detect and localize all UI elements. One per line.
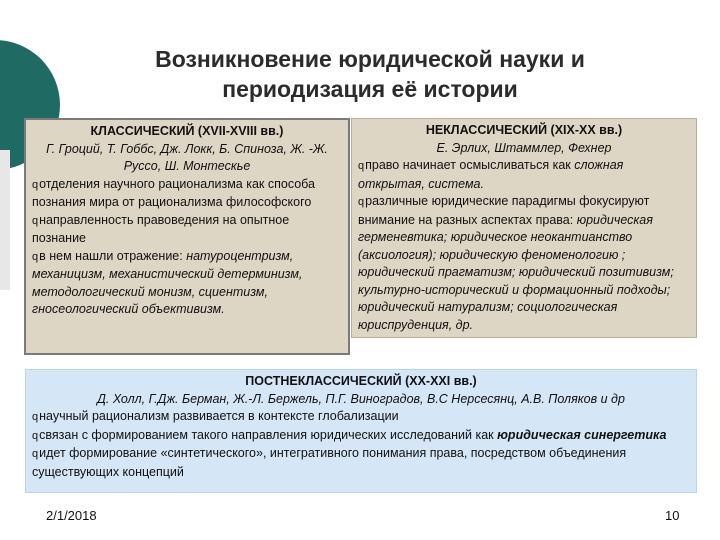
bullet-icon: q [358, 160, 365, 172]
bullet-icon: q [32, 429, 39, 442]
postnonclassical-item-3 [32, 445, 690, 481]
slide-page-number: 10 [665, 508, 680, 523]
postnonclassical-item-2 [32, 427, 690, 446]
classical-item-2 [32, 212, 342, 248]
postnonclassical-period-box [25, 369, 697, 493]
slide-title-line1: Возникновение юридической науки и [155, 46, 585, 72]
classical-header: КЛАССИЧЕСКИЙ (XVII-XVIII вв.) [90, 124, 284, 138]
nonclassical-item-1-italic: сложная открытая, система. [358, 158, 624, 191]
nonclassical-item-1-lead: право начинает осмысливаться как [365, 158, 575, 172]
decorative-side-band [0, 150, 10, 290]
bullet-icon: q [32, 178, 39, 191]
classical-item-3-italic: натуроцентризм, механицизм, механистический детерминизм, методологический монизм, сциентизм, гносеологический объективизм. [32, 248, 303, 316]
bullet-icon: q [32, 214, 39, 227]
slide-date: 2/1/2018 [46, 508, 97, 523]
classical-item-3-lead: в нем нашли отражение: [39, 248, 187, 263]
bullet-icon: q [32, 250, 39, 263]
nonclassical-period-box [351, 118, 697, 338]
postnonclassical-item-2-bold: юридическая синергетика [497, 427, 667, 442]
nonclassical-item-1 [358, 157, 690, 193]
classical-authors: Г. Гроций, Т. Гоббс, Дж. Локк, Б. Спиноза, Ж. -Ж. Руссо, Ш. Монтескье [46, 141, 328, 173]
bullet-icon: q [358, 196, 365, 208]
postnonclassical-authors: Д. Холл, Г.Дж. Берман, Ж.-Л. Бержель, П.Г. Виноградов, В.С Нерсесянц, А.В. Поляков и др [97, 391, 625, 406]
postnonclassical-item-2-lead: связан с формированием такого направления юридических исследований как [39, 427, 498, 442]
classical-item-3 [32, 248, 342, 319]
bullet-icon: q [32, 411, 39, 423]
classical-item-1 [32, 176, 342, 212]
nonclassical-header: НЕКЛАССИЧЕСКИЙ (XIX-XX вв.) [425, 123, 623, 137]
nonclassical-item-2-italic: юридическая герменевтика; юридическое неокантианство (аксиология); юридическую феноменологию ; юридический прагматизм; юридический позитивизм; культурно-исторический и формационный подходы; юридический натурализм; социологическая юриспруденция, др. [358, 212, 674, 332]
postnonclassical-item-1-text: научный рационализм развивается в контексте глобализации [39, 409, 399, 423]
bullet-icon: q [32, 448, 39, 460]
slide-title-line2: периодизация её истории [222, 76, 518, 102]
nonclassical-item-2-lead: различные юридические парадигмы фокусируют внимание на разных аспектах права: [358, 194, 650, 227]
classical-item-1-text: отделения научного рационализма как способа познания мира от рационализма философского [32, 176, 316, 209]
postnonclassical-header: ПОСТНЕКЛАССИЧЕСКИЙ (XX-XXI вв.) [245, 374, 477, 388]
nonclassical-authors: Е. Эрлих, Штаммлер, Фехнер [436, 140, 612, 155]
classical-period-box [24, 118, 350, 355]
postnonclassical-item-3-text: идет формирование «синтетического», интегративного понимания права, посредством объединения существующих концепций [32, 446, 627, 479]
nonclassical-item-2 [358, 193, 690, 334]
postnonclassical-item-1 [32, 408, 690, 427]
classical-item-2-text: направленность правоведения на опытное познание [32, 212, 290, 245]
slide-title [90, 44, 650, 104]
